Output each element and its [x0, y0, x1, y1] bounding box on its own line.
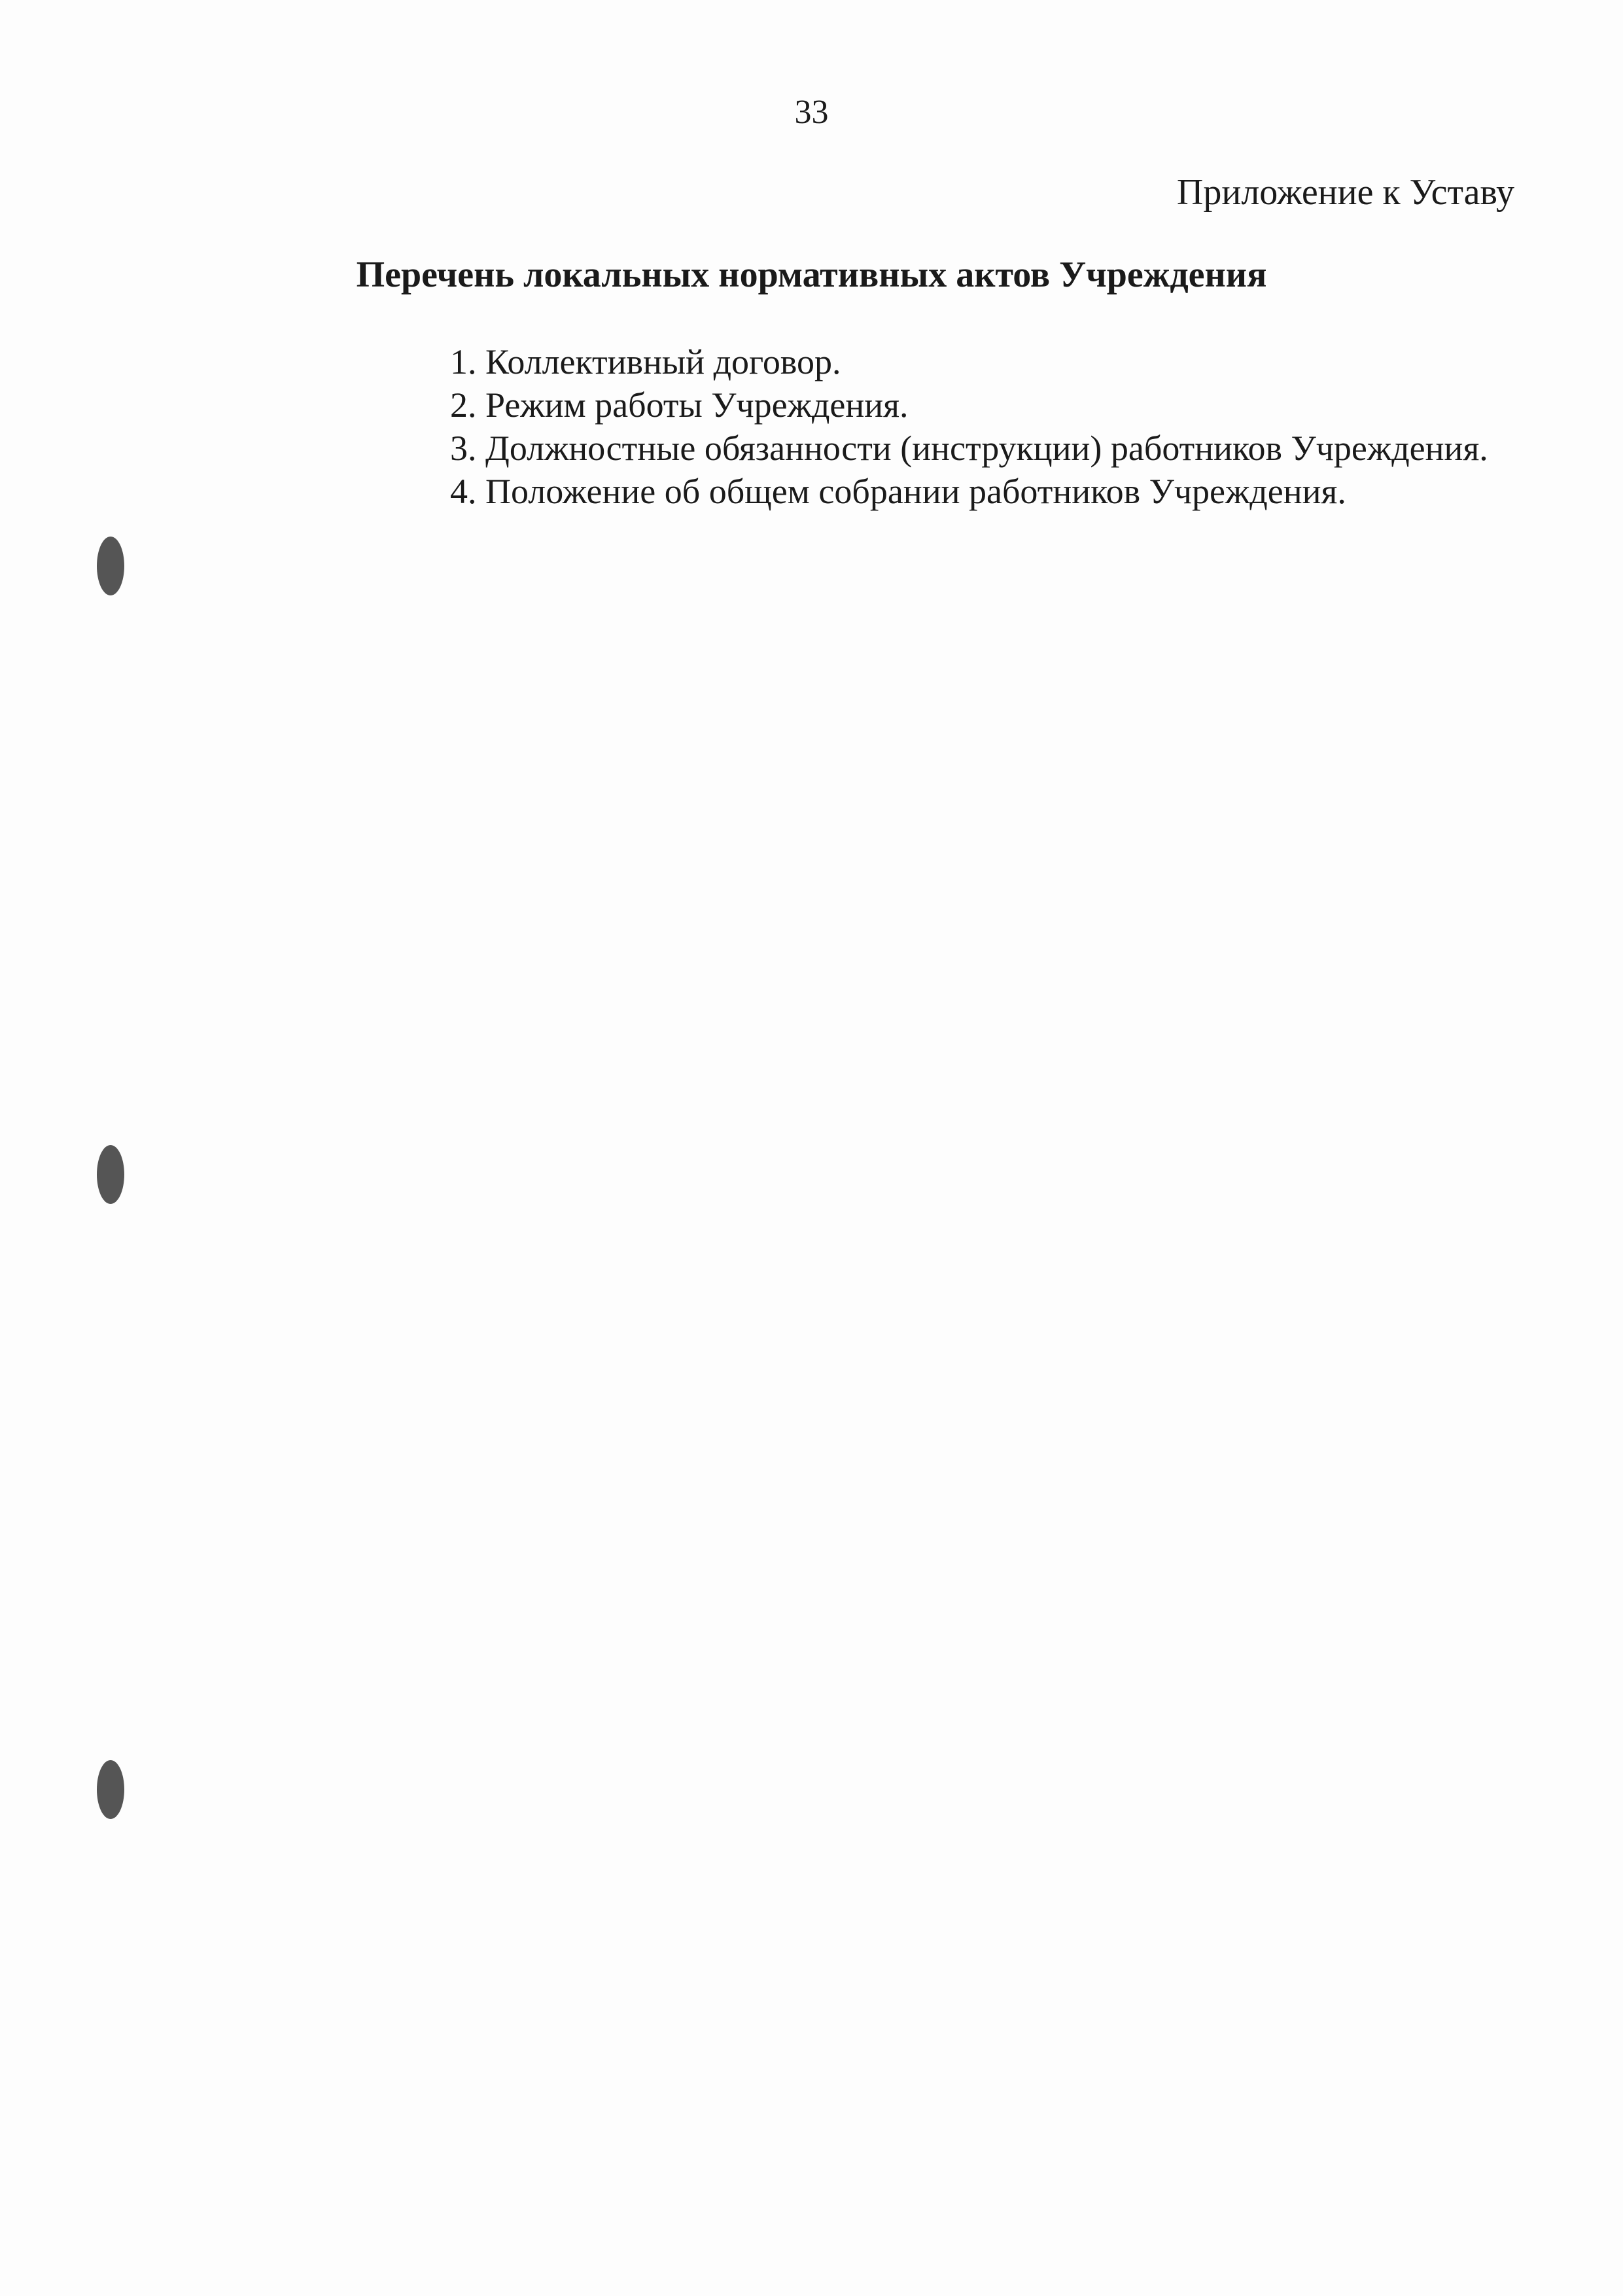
page-title: Перечень локальных нормативных актов Учреждения	[356, 255, 1267, 295]
list-item	[228, 340, 1505, 383]
list-item	[228, 470, 1505, 513]
page-number: 33	[794, 94, 829, 131]
list-item-number: 2.	[450, 385, 477, 425]
list-item-text: Должностные обязанности (инструкции) работников Учреждения.	[485, 429, 1488, 468]
acts-list	[228, 340, 1505, 513]
list-item-number: 1.	[450, 342, 477, 381]
appendix-label: Приложение к Уставу	[1176, 172, 1514, 213]
list-item	[228, 383, 1505, 427]
list-item-text: Положение об общем собрании работников Учреждения.	[485, 472, 1346, 511]
list-item	[228, 427, 1505, 470]
punch-hole-icon	[97, 537, 124, 595]
list-item-text: Коллективный договор.	[485, 342, 841, 381]
punch-hole-icon	[97, 1145, 124, 1204]
list-item-number: 3.	[450, 429, 477, 468]
punch-hole-icon	[97, 1760, 124, 1819]
list-item-number: 4.	[450, 472, 477, 511]
list-item-text: Режим работы Учреждения.	[485, 385, 909, 425]
